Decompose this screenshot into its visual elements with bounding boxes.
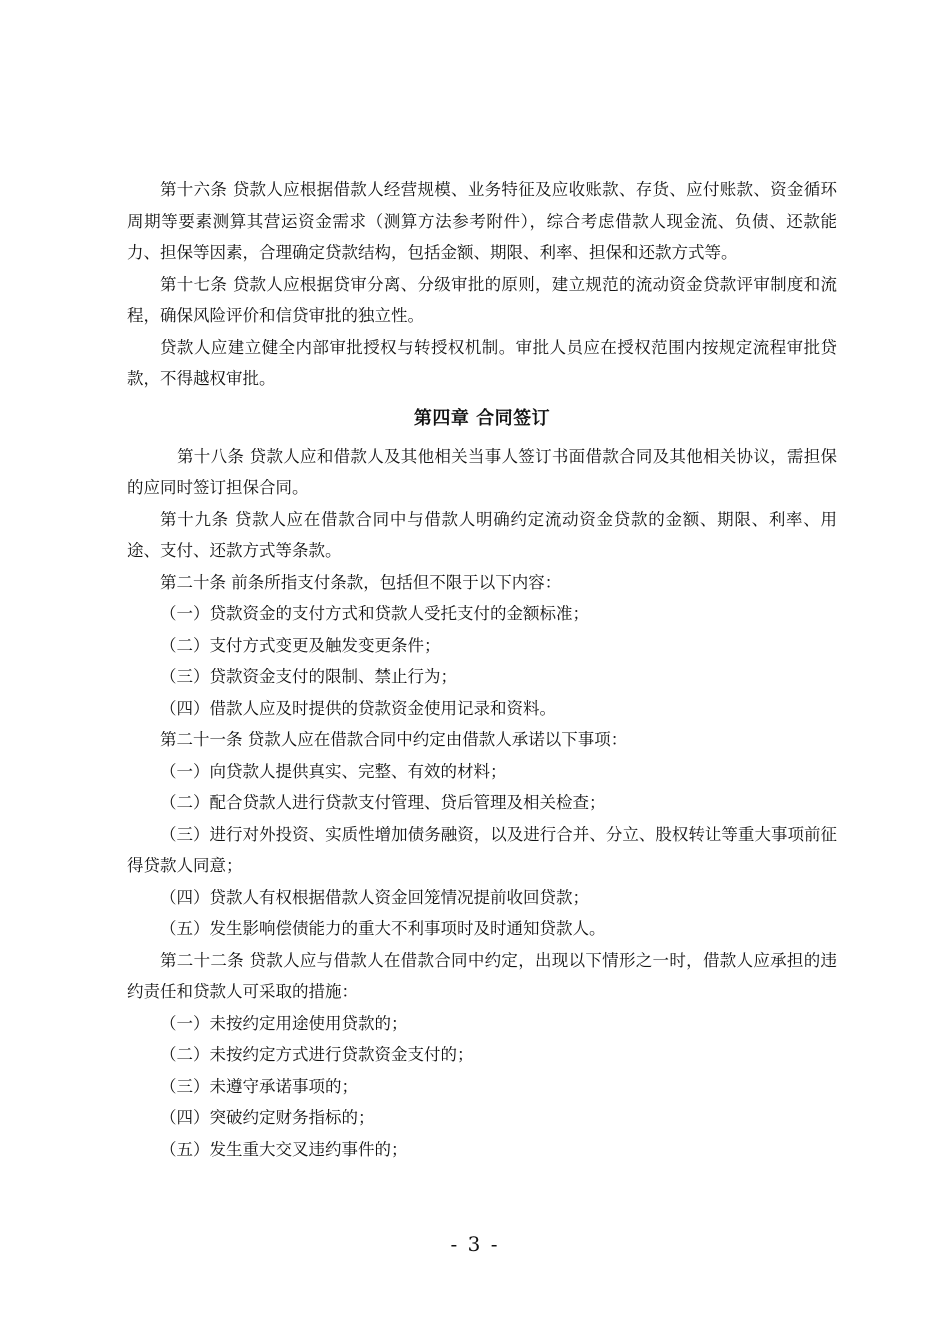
article-22-item: （三）未遵守承诺事项的； xyxy=(160,1076,358,1096)
article-22-item: （四）突破约定财务指标的； xyxy=(160,1108,375,1127)
article-20-item: （三）贷款资金支付的限制、禁止行为； xyxy=(160,667,457,686)
page-number: - 3 - xyxy=(450,1232,500,1256)
article-22-item: （五）发生重大交叉违约事件的； xyxy=(160,1139,408,1159)
article-21-item: （一）向贷款人提供真实、完整、有效的材料； xyxy=(160,761,507,781)
article-20-item: （二）支付方式变更及触发变更条件； xyxy=(160,635,441,655)
article-22-item: （二）未按约定方式进行贷款资金支付的； xyxy=(160,1045,474,1064)
article-17-paragraph-2: 贷款人应建立健全内部审批授权与转授权机制。审批人员应在授权范围内按规定流程审批贷款，不得越权审批。 xyxy=(127,337,837,388)
article-20-item: （四）借款人应及时提供的贷款资金使用记录和资料。 xyxy=(160,698,556,718)
article-21: 第二十一条 贷款人应在借款合同中约定由借款人承诺以下事项： xyxy=(160,730,628,749)
document-body xyxy=(127,174,837,1165)
article-21-item: （三）进行对外投资、实质性增加债务融资，以及进行合并、分立、股权转让等重大事项前征得贷款人同意； xyxy=(127,824,837,875)
article-22-item: （一）未按约定用途使用贷款的； xyxy=(160,1013,408,1033)
article-17: 第十七条 贷款人应根据贷审分离、分级审批的原则，建立规范的流动资金贷款评审制度和流程，确保风险评价和信贷审批的独立性。 xyxy=(127,274,837,325)
article-22: 第二十二条 贷款人应与借款人在借款合同中约定，出现以下情形之一时，借款人应承担的违约责任和贷款人可采取的措施： xyxy=(127,950,837,1001)
chapter-title: 第四章 合同签订 xyxy=(413,407,551,429)
article-21-item: （五）发生影响偿债能力的重大不利事项时及时通知贷款人。 xyxy=(160,919,606,938)
article-19: 第十九条 贷款人应在借款合同中与借款人明确约定流动资金贷款的金额、期限、利率、用途、支付、还款方式等条款。 xyxy=(127,509,837,560)
article-21-item: （四）贷款人有权根据借款人资金回笼情况提前收回贷款； xyxy=(160,887,589,907)
article-21-item: （二）配合贷款人进行贷款支付管理、贷后管理及相关检查； xyxy=(160,793,606,812)
article-16: 第十六条 贷款人应根据借款人经营规模、业务特征及应收账款、存货、应付账款、资金循环周期等要素测算其营运资金需求（测算方法参考附件），综合考虑借款人现金流、负债、还款能力、担保等因素，合理确定贷款结构，包括金额、期限、利率、担保和还款方式等。 xyxy=(127,180,837,262)
article-20-item: （一）贷款资金的支付方式和贷款人受托支付的金额标准； xyxy=(160,604,589,623)
article-18: 第十八条 贷款人应和借款人及其他相关当事人签订书面借款合同及其他相关协议，需担保的应同时签订担保合同。 xyxy=(127,446,837,497)
article-20: 第二十条 前条所指支付条款，包括但不限于以下内容： xyxy=(160,572,562,592)
